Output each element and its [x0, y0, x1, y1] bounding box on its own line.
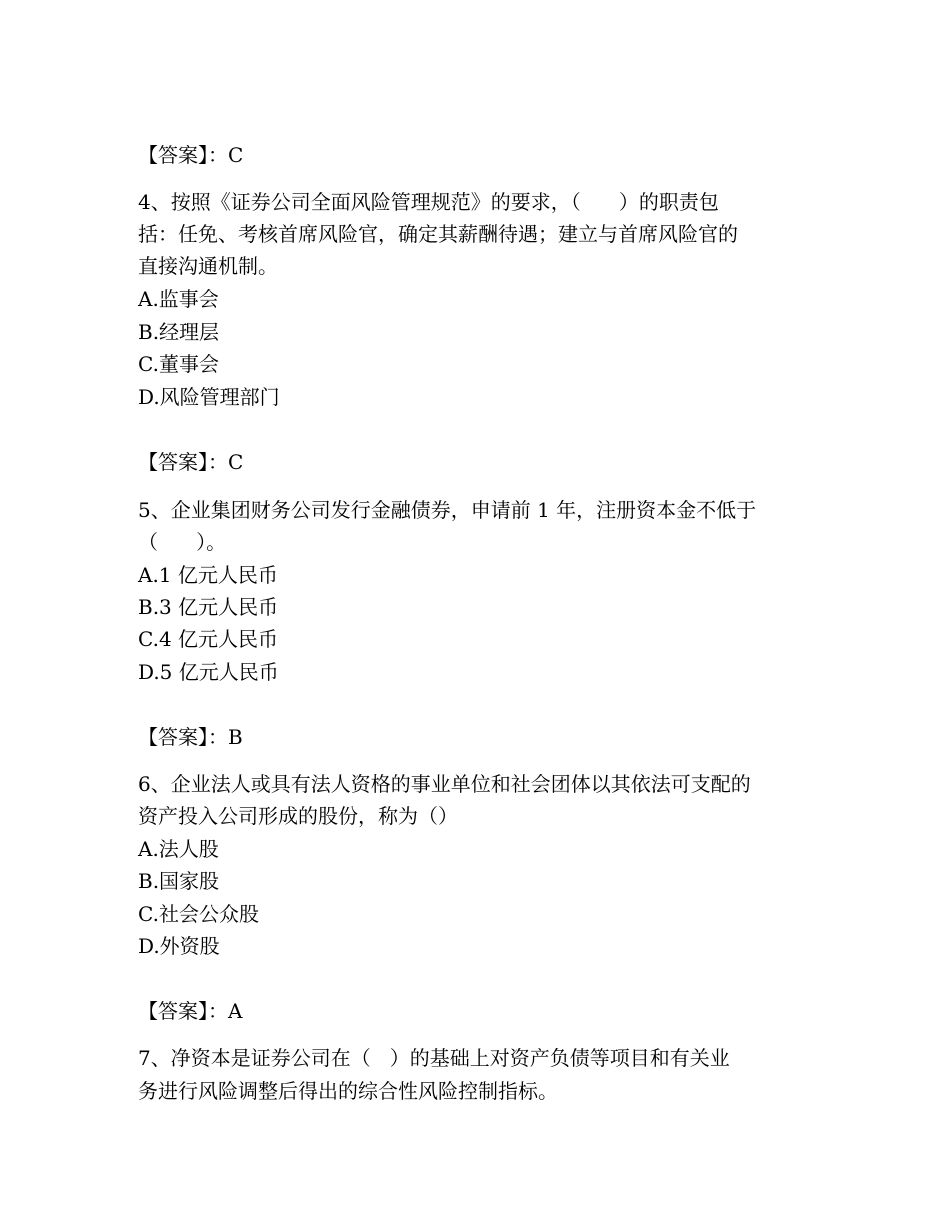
answer-line: 【答案】：A: [138, 999, 243, 1023]
option-d: D.外资股: [138, 934, 220, 958]
option-b: B.经理层: [138, 320, 220, 344]
answer-line: 【答案】：C: [138, 143, 244, 167]
question-6-line-2: 资产投入公司形成的股份，称为（）: [138, 804, 458, 828]
option-b: B.国家股: [138, 869, 220, 893]
question-6-line-1: 6、企业法人或具有法人资格的事业单位和社会团体以其依法可支配的: [138, 772, 751, 796]
question-4-line-3: 直接沟通机制。: [138, 254, 278, 278]
option-c: C.董事会: [138, 352, 219, 376]
option-d: D.5 亿元人民币: [138, 660, 279, 684]
question-7-line-1: 7、净资本是证券公司在（ ）的基础上对资产负债等项目和有关业: [138, 1046, 730, 1070]
option-c: C.4 亿元人民币: [138, 627, 279, 651]
option-d: D.风险管理部门: [138, 385, 280, 409]
question-5-line-1: 5、企业集团财务公司发行金融债券，申请前 1 年，注册资本金不低于: [138, 498, 757, 522]
option-a: A.监事会: [138, 287, 219, 311]
answer-line: 【答案】：C: [138, 450, 244, 474]
question-4-line-2: 括：任免、考核首席风险官，确定其薪酬待遇；建立与首席风险官的: [138, 222, 738, 246]
answer-line: 【答案】：B: [138, 725, 243, 749]
question-7-line-2: 务进行风险调整后得出的综合性风险控制指标。: [138, 1079, 558, 1103]
option-c: C.社会公众股: [138, 902, 259, 926]
option-b: B.3 亿元人民币: [138, 595, 279, 619]
question-4-line-1: 4、按照《证券公司全面风险管理规范》的要求，（ ）的职责包: [138, 190, 719, 214]
question-5-line-2: （ ）。: [138, 530, 227, 554]
option-a: A.1 亿元人民币: [138, 563, 278, 587]
option-a: A.法人股: [138, 837, 219, 861]
